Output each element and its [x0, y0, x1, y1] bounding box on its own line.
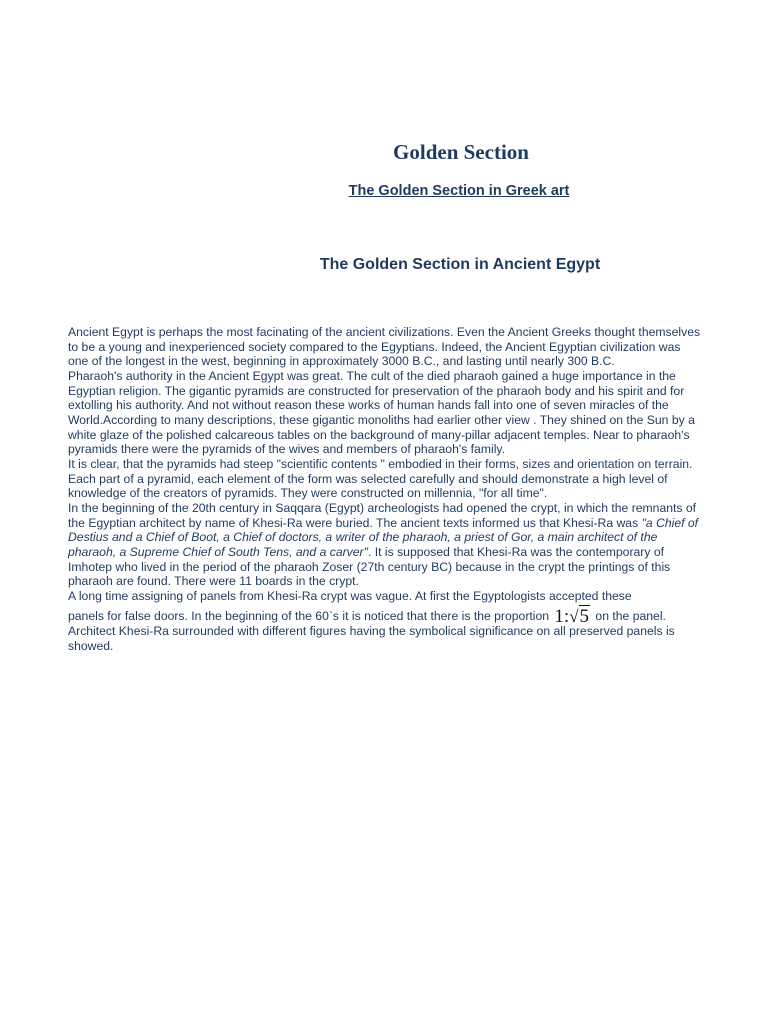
paragraph-khesi-ra	[68, 501, 702, 589]
khesi-ra-titles-quote: "a Chief of Destius and a Chief of Boot, a Chief of doctors, a writer of the pharaoh, a priest of Gor, a main architect of the pharaoh, a Supreme Chief of South Tens, and a carver"	[68, 515, 699, 559]
proportion-formula	[554, 606, 590, 628]
article-body	[68, 325, 702, 654]
khesi-ra-text-end: . It is supposed that Khesi-Ra was the contemporary of Imhotep who lived in the period of the pharaoh Zoser (27th century BC) because in the crypt the printings of this pharaoh are found. There were 11 boards in the crypt.	[68, 544, 671, 589]
formula-ratio: 1:	[554, 606, 570, 628]
khesi-ra-text-start: In the beginning of the 20th century in Saqqara (Egypt) archeologists had opened the crypt, in which the remnants of the Egyptian architect by name of Khesi-Ra were buried. The ancient texts informed us that Khesi-Ra was	[68, 500, 697, 530]
greek-art-link[interactable]: The Golden Section in Greek art	[348, 183, 570, 199]
proportion-text-start: panels for false doors. In the beginning of the 60`s it is noticed that there is the proportion	[68, 609, 553, 624]
proportion-text-end: on the panel. Architect Khesi-Ra surrounded with different figures having the symbolical significance on all preserved panels is showed.	[68, 609, 675, 654]
section-heading-egypt: The Golden Section in Ancient Egypt	[319, 256, 601, 273]
paragraph-panels-proportion	[68, 606, 702, 654]
paragraph-pyramids-science: It is clear, that the pyramids had steep "scientific contents " embodied in their forms, sizes and orientation on terrain. Each part of a pyramid, each element of the form was selected carefully and should demonstrate a high level of knowledge of the creators of pyramids. They were constructed on millennia, "for all time".	[68, 456, 693, 501]
formula-radicand: 5	[579, 606, 590, 628]
page-title: Golden Section	[393, 140, 529, 164]
paragraph-panels-intro: A long time assigning of panels from Khesi-Ra crypt was vague. At first the Egyptologists accepted these	[68, 588, 632, 603]
paragraph-pharaoh-authority: Pharaoh's authority in the Ancient Egypt was great. The cult of the died pharaoh gained a huge importance in the Egyptian religion. The gigantic pyramids are constructed for preservation of the pharaoh body and his spirit and for extolling his authority. And not without reason these works of human hands fall into one of seven miracles of the World.According to many descriptions, these gigantic monoliths had earlier other view . They shined on the Sun by a white glaze of the polished calcareous tables on the background of many-pillar adjacent temples. Near to pharaoh's pyramids there were the pyramids of the wives and members of pharaoh's family.	[68, 368, 695, 457]
paragraph-intro: Ancient Egypt is perhaps the most facinating of the ancient civilizations. Even the Ancient Greeks thought themselves to be a young and inexperienced society compared to the Egyptians. Indeed, the Ancient Egyptian civilization was one of the longest in the west, beginning in approximately 3000 B.C., and lasting until nearly 300 B.C.	[68, 325, 701, 369]
sqrt-icon: √	[569, 607, 579, 627]
